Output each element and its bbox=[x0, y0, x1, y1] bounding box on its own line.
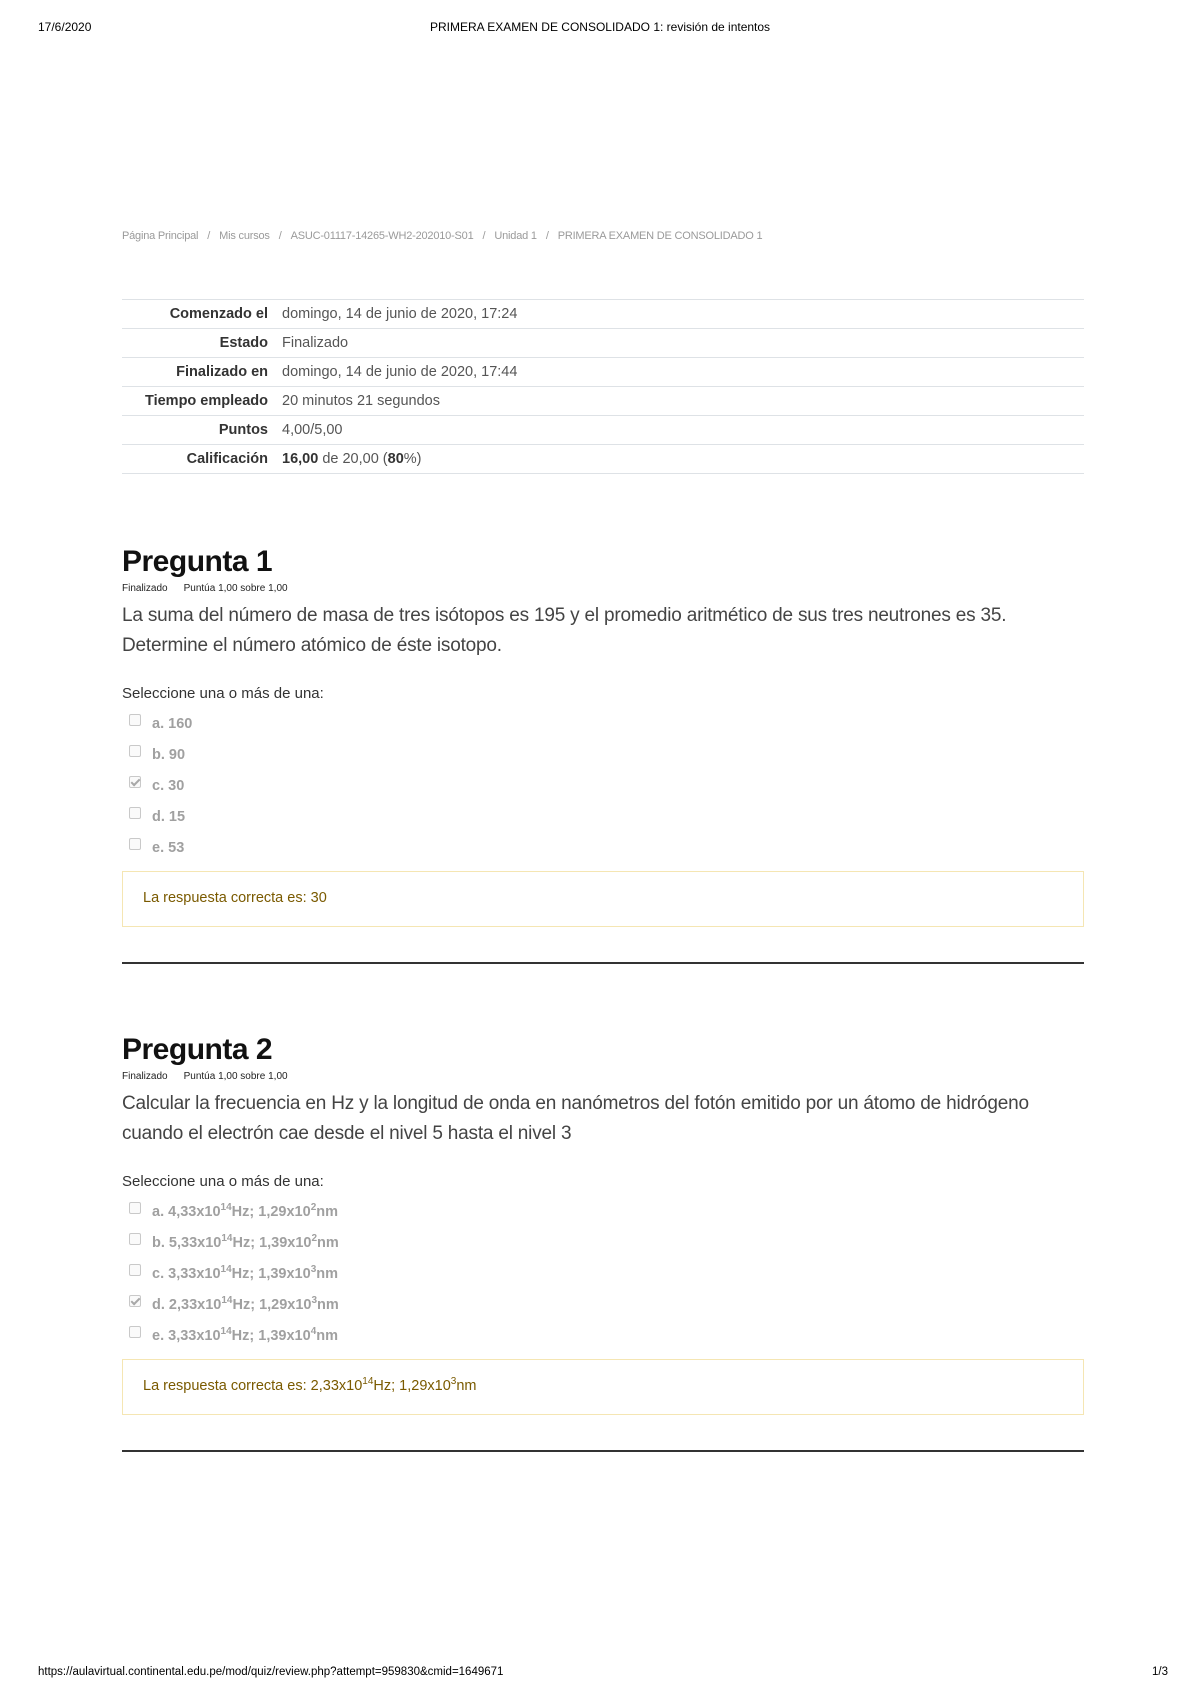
answer-option-e bbox=[122, 1320, 1084, 1351]
correct-answer-feedback: La respuesta correcta es: 30 bbox=[122, 871, 1084, 927]
question-status: Finalizado bbox=[122, 1071, 168, 1082]
question-info bbox=[122, 583, 1084, 597]
breadcrumb-separator: / bbox=[278, 230, 282, 242]
question-2 bbox=[122, 1033, 1084, 1415]
answer-option-d bbox=[122, 1289, 1084, 1320]
answer-checkbox[interactable] bbox=[129, 807, 141, 819]
summary-value: domingo, 14 de junio de 2020, 17:24 bbox=[282, 306, 518, 322]
question-1 bbox=[122, 545, 1084, 927]
summary-label: Tiempo empleado bbox=[144, 393, 268, 409]
answer-checkbox[interactable] bbox=[129, 745, 141, 757]
summary-row-started bbox=[122, 300, 1084, 329]
answer-checkbox[interactable] bbox=[129, 714, 141, 726]
answer-option-b bbox=[122, 1227, 1084, 1258]
print-page-number: 1/3 bbox=[1152, 1666, 1168, 1678]
grade-value bbox=[282, 445, 1084, 474]
answer-label: b. $5,33x10^{14}Hz$; $1,39x10^2nm$ bbox=[152, 1232, 339, 1251]
summary-row-time-taken bbox=[122, 387, 1084, 416]
answer-label: c. 30 bbox=[152, 777, 185, 794]
answer-option-c bbox=[122, 770, 1084, 801]
summary-label: Comenzado el bbox=[169, 306, 268, 322]
summary-label: Estado bbox=[219, 335, 268, 351]
answer-prompt: Seleccione una o más de una: bbox=[122, 685, 324, 702]
answer-label: a. 160 bbox=[152, 715, 193, 732]
question-score: Puntúa 1,00 sobre 1,00 bbox=[183, 583, 288, 594]
answer-label: b. 90 bbox=[152, 746, 186, 763]
summary-label: Calificación bbox=[186, 451, 268, 467]
breadcrumb-separator: / bbox=[482, 230, 486, 242]
question-text: La suma del número de masa de tres isótopos es 195 y el promedio aritmético de sus tres neutrones es 35. Determine el número atómico de éste isotopo. bbox=[122, 605, 1007, 656]
breadcrumb-home-link[interactable]: Página Principal bbox=[122, 230, 199, 242]
answer-checkbox[interactable] bbox=[129, 838, 141, 850]
answer-checkbox-checked[interactable] bbox=[129, 1295, 141, 1307]
answer-prompt: Seleccione una o más de una: bbox=[122, 1173, 324, 1190]
summary-row-finished bbox=[122, 358, 1084, 387]
breadcrumb-separator: / bbox=[207, 230, 211, 242]
print-footer bbox=[0, 1666, 1200, 1684]
question-divider bbox=[122, 962, 1084, 964]
correct-answer-feedback: La respuesta correcta es: $2,33x10^{14}Hz$; $1,29x10^3nm$ bbox=[122, 1359, 1084, 1415]
grade-percent: 80 bbox=[387, 451, 404, 467]
answer-label: d. $2,33x10^{14}Hz$; $1,29x10^3nm$ bbox=[152, 1294, 339, 1313]
print-date: 17/6/2020 bbox=[38, 20, 92, 34]
summary-label: Finalizado en bbox=[176, 364, 268, 380]
answer-option-c bbox=[122, 1258, 1084, 1289]
summary-row-grade bbox=[122, 445, 1084, 474]
answer-option-a bbox=[122, 708, 1084, 739]
answer-checkbox[interactable] bbox=[129, 1202, 141, 1214]
answer-option-b bbox=[122, 739, 1084, 770]
breadcrumb bbox=[122, 230, 762, 242]
summary-label: Puntos bbox=[218, 422, 268, 438]
answer-checkbox[interactable] bbox=[129, 1233, 141, 1245]
grade-score: 16,00 bbox=[282, 451, 319, 467]
question-info bbox=[122, 1071, 1084, 1085]
answer-option-d bbox=[122, 801, 1084, 832]
print-url: https://aulavirtual.continental.edu.pe/mod/quiz/review.php?attempt=959830&cmid=1649671 bbox=[38, 1666, 504, 1678]
answer-label: c. $3,33x10^{14}Hz$; $1,39x10^3nm$ bbox=[152, 1263, 338, 1282]
answer-option-e bbox=[122, 832, 1084, 863]
breadcrumb-quiz-link[interactable]: PRIMERA EXAMEN DE CONSOLIDADO 1 bbox=[557, 230, 763, 242]
grade-suffix: %) bbox=[403, 451, 422, 467]
summary-row-points bbox=[122, 416, 1084, 445]
print-document-title: PRIMERA EXAMEN DE CONSOLIDADO 1: revisión de intentos bbox=[429, 20, 771, 34]
grade-of-text: de 20,00 ( bbox=[318, 451, 388, 467]
question-divider bbox=[122, 1450, 1084, 1452]
answer-options bbox=[122, 1196, 1084, 1351]
summary-value: Finalizado bbox=[282, 335, 349, 351]
answer-label: a. $4,33x10^{14}Hz$; $1,29x10^2nm$ bbox=[152, 1201, 338, 1220]
answer-option-a bbox=[122, 1196, 1084, 1227]
summary-row-state bbox=[122, 329, 1084, 358]
breadcrumb-unit-link[interactable]: Unidad 1 bbox=[494, 230, 537, 242]
question-status: Finalizado bbox=[122, 583, 168, 594]
answer-label: e. $3,33x10^{14}Hz$; $1,39x10^4nm$ bbox=[152, 1325, 338, 1344]
breadcrumb-course-link[interactable]: ASUC-01117-14265-WH2-202010-S01 bbox=[290, 230, 474, 242]
answer-checkbox[interactable] bbox=[129, 1264, 141, 1276]
summary-value: 20 minutos 21 segundos bbox=[282, 393, 440, 409]
attempt-summary-table bbox=[122, 299, 1084, 474]
breadcrumb-separator: / bbox=[545, 230, 549, 242]
answer-label: d. 15 bbox=[152, 808, 186, 825]
answer-checkbox-checked[interactable] bbox=[129, 776, 141, 788]
question-title: Pregunta 1 bbox=[122, 545, 273, 578]
print-header bbox=[0, 20, 1200, 38]
breadcrumb-my-courses-link[interactable]: Mis cursos bbox=[219, 230, 270, 242]
summary-value: domingo, 14 de junio de 2020, 17:44 bbox=[282, 364, 518, 380]
question-title: Pregunta 2 bbox=[122, 1033, 273, 1066]
summary-value: 4,00/5,00 bbox=[282, 422, 343, 438]
answer-checkbox[interactable] bbox=[129, 1326, 141, 1338]
question-score: Puntúa 1,00 sobre 1,00 bbox=[183, 1071, 288, 1082]
answer-label: e. 53 bbox=[152, 839, 185, 856]
question-text: Calcular la frecuencia en Hz y la longitud de onda en nanómetros del fotón emitido por un átomo de hidrógeno cuando el electrón cae desde el nivel 5 hasta el nivel 3 bbox=[122, 1093, 1029, 1144]
answer-options bbox=[122, 708, 1084, 863]
